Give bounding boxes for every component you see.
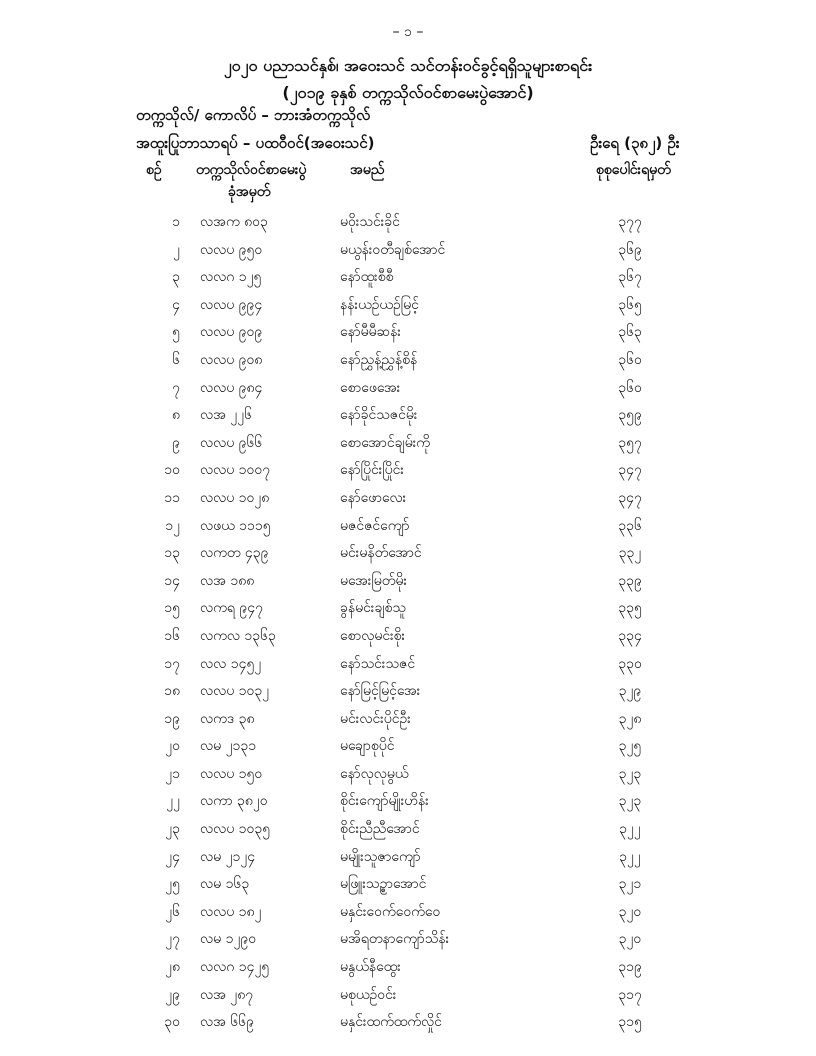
row-number: ၂၃ [165,821,180,838]
row-number: ၁၅ [164,600,180,617]
student-name: မဇင်ဇင်ကျော် [340,517,410,534]
student-name: မမျိုးသူဇာကျော် [340,848,421,865]
student-name: နော်မြင့်မြင့်အေး [340,683,421,700]
roll-number: လလပ ၁၀၂၈ [200,489,270,506]
total-score: ၃၃၄ [618,627,642,644]
table-row [0,845,816,873]
table-row [0,348,816,376]
row-number: ၁၄ [164,572,180,589]
student-name: စောအောင်ချမ်းကို [340,434,431,451]
total-score: ၃၂၀ [618,931,642,948]
table-row [0,320,816,348]
table-row [0,1010,816,1038]
table-row [0,569,816,597]
student-name: နော်လုလုမွယ် [340,765,409,782]
total-score: ၃၆၃ [618,324,642,341]
table-row [0,596,816,624]
table-row [0,376,816,404]
table-row [0,238,816,266]
student-name: မနှင်းဝေက်ဝေက်ဝေ [340,903,441,920]
total-score: ၃၆၉ [618,241,642,258]
row-number: ၂၁ [165,765,180,782]
row-number: ၂၈ [165,959,180,976]
table-row [0,486,816,514]
roll-number: လလဂ ၁၄၂၅ [200,959,270,976]
total-score: ၃၂၂ [619,821,641,838]
table-row [0,265,816,293]
table-row [0,817,816,845]
row-number: ၁ [172,214,180,230]
roll-number: လအ ၆၆၉ [200,1014,255,1031]
total-score: ၃၃၀ [618,655,642,672]
student-name: စောဖေအေး [340,379,401,396]
document-subtitle: (၂၀၁၉ ခုနှစ် တက္ကသိုလ်ဝင်စာမေးပွဲအောင်) [282,83,534,102]
row-number: ၁၆ [164,627,180,644]
row-number: ၃ [172,269,180,286]
row-number: ၂ [173,241,180,258]
row-number: ၃၀ [164,1014,180,1031]
column-header-score: စုစုပေါင်းရမှတ် [596,162,671,178]
total-score: ၃၁၅ [618,1014,642,1031]
page-number: – ၁ – [392,24,424,40]
department-line: အထူးပြုဘာသာရပ် – ပထဝီဝင်(အဝေးသင်) [136,134,375,152]
row-number: ၁၇ [164,655,180,672]
roll-number: လကလ ၁၃၆၃ [200,627,276,644]
student-name: မအေးမြတ်မိုး [340,572,407,589]
column-header-roll: တက္ကသိုလ်ဝင်စာမေးပွဲ [196,162,307,178]
table-row [0,624,816,652]
row-number: ၂၇ [165,931,180,948]
table-row [0,210,816,238]
roll-number: လအ ၂၈၇ [200,986,254,1003]
student-name: နော်ခိုင်သဇင်မိုး [340,407,418,424]
roll-number: လမ ၂၁၃၁ [200,738,257,755]
student-name: မအိရတနာကျော်သိန်း [340,931,450,948]
document-title: ၂၀၂၀ ပညာသင်နှစ်၊ အဝေးသင် သင်တန်းဝင်ခွင့်ရရှိသူများစာရင်း [223,56,593,75]
roll-number: လကာ ၃၈၂၀ [200,793,268,810]
total-score: ၃၂၈ [618,710,642,727]
roll-number: လလပ ၉၆၆ [200,434,263,451]
roll-number: လကဒ ၃၈ [200,710,255,727]
student-name: မဖြူးသဥ္စာအောင် [340,876,427,893]
table-row [0,707,816,735]
student-name: မင်းမနိတ်အောင် [340,545,422,562]
row-number: ၁၉ [164,710,180,727]
roll-number: လလပ ၁၅၀ [200,765,263,782]
roll-number: လမ ၁၂၉၀ [200,931,257,948]
row-number: ၂၂ [166,793,180,810]
student-name: စိုင်းကျော်မျိုးဟိန်း [340,793,429,810]
row-number: ၂၅ [165,876,180,893]
row-number: ၁၂ [165,517,180,534]
row-number: ၁၀ [164,462,180,479]
column-header-name: အမည် [350,162,385,178]
roll-number: လလပ ၉၉၄ [200,296,263,313]
student-name: စောလုမင်းစိုး [340,627,406,644]
student-name: နော်ညွှန့်ညွှန့်စိန် [340,351,418,368]
total-score: ၃၂၃ [618,793,642,810]
roll-number: လလဂ ၁၂၅ [200,269,262,286]
table-row [0,734,816,762]
roll-number: လလပ ၁၈၂ [200,903,262,920]
total-score: ၃၆၀ [618,379,642,396]
table-row [0,762,816,790]
table-row [0,458,816,486]
column-header-no: စဉ် [146,162,162,178]
total-score: ၃၃၆ [618,517,642,534]
row-number: ၂၉ [165,986,180,1003]
student-name: စိုင်းညီညီအောင် [340,821,420,838]
row-number: ၂၄ [165,848,180,865]
total-score: ၃၂၁ [618,876,642,893]
student-name: မနှင်းထက်ထက်လှိုင် [340,1014,442,1031]
total-score: ၃၆၅ [618,296,642,313]
roll-number: လဖယ ၁၁၁၅ [200,517,271,534]
total-score: ၃၁၉ [618,959,642,976]
student-name: မစုယဉ်ဝင်း [340,986,397,1003]
total-score: ၃၃၉ [618,572,642,589]
total-score: ၃၂၀ [618,903,642,920]
table-row [0,403,816,431]
roll-number: လမ ၂၁၂၄ [200,848,256,865]
student-name: နော်ပြိုင်းပြိုင်း [340,462,404,479]
student-list [0,210,816,1038]
student-name: မဝိုးသင်းခိုင် [340,214,400,230]
table-row [0,983,816,1011]
student-name: မနွယ်နီထွေး [340,959,401,976]
total-score: ၃၃၂ [618,545,642,562]
roll-number: လမ ၁၆၃ [200,876,250,893]
row-number: ၂၆ [165,903,180,920]
total-score: ၃၃၅ [618,600,642,617]
row-number: ၂၀ [165,738,180,755]
roll-number: လလပ ၉၅၀ [200,241,263,258]
roll-number: လလပ ၁၀၃၅ [200,821,271,838]
row-number: ၄ [172,296,180,313]
table-row [0,293,816,321]
total-score: ၃၄၇ [618,489,642,506]
row-number: ၇ [172,379,180,396]
table-row [0,789,816,817]
roll-number: လလပ ၁၀၃၂ [200,683,270,700]
total-score: ၃၅၉ [618,407,642,424]
total-score: ၃၄၇ [618,462,642,479]
table-row [0,927,816,955]
row-number: ၁၈ [164,683,180,700]
university-line: တက္ကသိုလ်/ ကောလိပ် – ဘားအံတက္ကသိုလ် [136,106,371,124]
total-score: ၃၁၇ [618,986,642,1003]
student-name: နော်သင်းသဇင် [340,655,416,672]
table-row [0,955,816,983]
total-score: ၃၆၀ [618,351,642,368]
row-number: ၅ [172,324,180,341]
table-row [0,541,816,569]
roll-number: လအ ၁၈၈ [200,572,255,589]
total-score: ၃၂၂ [619,848,641,865]
table-row [0,431,816,459]
column-header-roll-sub: ခုံအမှတ် [228,184,271,200]
roll-number: လကရ ၉၄၇ [200,600,263,617]
table-row [0,652,816,680]
roll-number: လအ ၂၂၆ [200,407,253,424]
total-score: ၃၇၇ [618,214,642,230]
roll-number: လလပ ၁၀၀၇ [200,462,271,479]
student-name: ခွန်မင်းချစ်သူ [340,600,406,617]
row-number: ၁၃ [164,545,180,562]
roll-number: လလပ ၉၈၄ [200,379,263,396]
student-name: မချောစုပိုင် [340,738,395,755]
total-score: ၃၂၅ [618,738,642,755]
row-number: ၉ [172,434,180,451]
row-number: ၁၁ [164,489,180,506]
roll-number: လလပ ၉၀၈ [200,351,263,368]
total-score: ၃၅၇ [618,434,642,451]
student-name: မယွန်းဝတီချစ်အောင် [340,241,446,258]
roll-number: လအက ၈၀၃ [200,214,268,230]
table-row [0,679,816,707]
student-name: နော်မီမီဆန်း [340,324,401,341]
row-number: ၆ [172,351,180,368]
table-row [0,900,816,928]
roll-number: လကတ ၄၃၉ [200,545,269,562]
student-name: နန်းယဉ်ယဉ်မြင့် [340,296,419,313]
row-number: ၈ [172,407,180,424]
total-score: ၃၂၃ [618,765,642,782]
total-count: ဦးရေ (၃၈၂) ဦး [590,134,680,152]
roll-number: လလ ၁၄၅၂ [200,655,262,672]
student-name: မင်းလင်းပိုင်ဦး [340,710,411,727]
total-score: ၃၂၉ [618,683,642,700]
total-score: ၃၆၇ [618,269,642,286]
student-name: နော်ဖောလေး [340,489,407,506]
roll-number: လလပ ၉၀၉ [200,324,263,341]
student-name: နော်ထူးစီစီ [340,269,394,286]
table-row [0,514,816,542]
table-row [0,872,816,900]
